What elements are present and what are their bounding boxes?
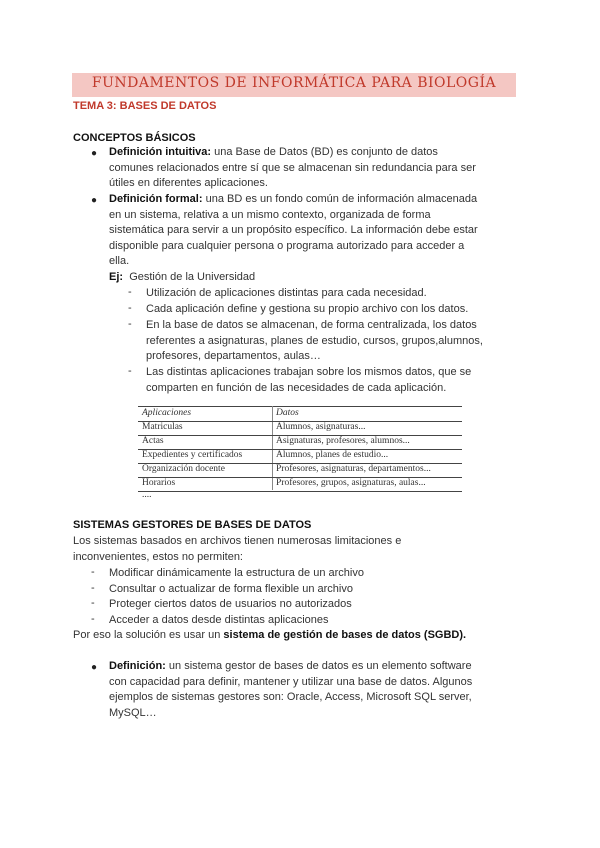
definition-term: Definición: bbox=[109, 660, 166, 672]
section-intro bbox=[73, 534, 401, 565]
dash-icon: - bbox=[128, 302, 132, 314]
dash-icon: - bbox=[91, 566, 95, 578]
dash-icon: - bbox=[91, 597, 95, 609]
conclusion-text: Por eso la solución es usar un bbox=[73, 629, 224, 641]
example-item-line: referentes a asignaturas, planes de estudio, cursos, grupos,alumnos, bbox=[146, 334, 483, 347]
definition-line: MySQL… bbox=[109, 706, 157, 719]
table-cell: Organización docente bbox=[142, 464, 225, 474]
table-cell: Horarios bbox=[142, 478, 176, 488]
intro-line: inconvenientes, estos no permiten: bbox=[73, 550, 243, 563]
section-heading-conceptos: CONCEPTOS BÁSICOS bbox=[73, 132, 196, 144]
example-item-line: comparten en función de las necesidades de cada aplicación. bbox=[146, 381, 447, 394]
limitation-item: Acceder a datos desde distintas aplicaciones bbox=[109, 614, 329, 626]
table-cell: Asignaturas, profesores, alumnos... bbox=[276, 436, 410, 446]
table-row bbox=[138, 436, 462, 449]
limitation-item: Modificar dinámicamente la estructura de un archivo bbox=[109, 567, 364, 579]
conclusion-bold: sistema de gestión de bases de datos (SGBD). bbox=[223, 629, 467, 641]
example-item-line: Cada aplicación define y gestiona su propio archivo con los datos. bbox=[146, 303, 469, 315]
table-cell: Alumnos, planes de estudio... bbox=[276, 450, 389, 460]
table-row bbox=[138, 464, 462, 477]
definition-line: una BD es un fondo común de información almacenada bbox=[205, 193, 478, 205]
example-item-line: Utilización de aplicaciones distintas para cada necesidad. bbox=[146, 287, 427, 299]
definition-term: Definición formal: bbox=[109, 193, 203, 205]
table-rule bbox=[138, 406, 462, 407]
definition-line: comunes relacionados entre sí que se almacenan sin redundancia para ser bbox=[109, 161, 476, 174]
example-item-line: profesores, departamentos, aulas… bbox=[146, 350, 321, 363]
table-cell: Expedientes y certificados bbox=[142, 450, 243, 460]
limitation-item: Proteger ciertos datos de usuarios no autorizados bbox=[109, 598, 352, 610]
table-cell: Actas bbox=[142, 436, 164, 446]
example-item bbox=[146, 286, 427, 302]
definition-line: un sistema gestor de bases de datos es un elemento software bbox=[168, 660, 472, 672]
applications-table bbox=[138, 406, 462, 498]
table-row bbox=[138, 422, 462, 435]
table-cell: Profesores, asignaturas, departamentos... bbox=[276, 464, 431, 474]
definition-sgbd bbox=[109, 659, 472, 721]
definition-line: disponible para cualquier persona o programa autorizado para acceder a bbox=[109, 239, 465, 252]
table-cell: Alumnos, asignaturas... bbox=[276, 422, 366, 432]
example-item bbox=[146, 318, 483, 365]
definition-line: una Base de Datos (BD) es conjunto de datos bbox=[214, 146, 438, 158]
table-row bbox=[138, 450, 462, 463]
topic-heading: TEMA 3: BASES DE DATOS bbox=[73, 100, 217, 112]
bullet-icon: ● bbox=[91, 662, 98, 673]
definition-line: ella. bbox=[109, 255, 130, 268]
definition-line: en un sistema, relativa a un mismo contexto, organizada de forma bbox=[109, 208, 431, 221]
table-cell: Matriculas bbox=[142, 422, 183, 432]
table-cell: Profesores, grupos, asignaturas, aulas... bbox=[276, 478, 426, 488]
dash-icon: - bbox=[91, 613, 95, 625]
document-title: FUNDAMENTOS DE INFORMÁTICA PARA BIOLOGÍA bbox=[91, 75, 497, 91]
dash-icon: - bbox=[91, 582, 95, 594]
dash-icon: - bbox=[128, 365, 132, 377]
definition-line: ejemplos de sistemas gestores son: Oracle, Access, Microsoft SQL server, bbox=[109, 691, 472, 704]
example-label: Ej: bbox=[109, 271, 124, 283]
intro-line: Los sistemas basados en archivos tienen numerosas limitaciones e bbox=[73, 535, 402, 547]
definition-term: Definición intuitiva: bbox=[109, 146, 212, 158]
dash-icon: - bbox=[128, 318, 132, 330]
definition-line: útiles en diferentes aplicaciones. bbox=[109, 177, 268, 190]
example-item-line: Las distintas aplicaciones trabajan sobre los mismos datos, que se bbox=[146, 366, 472, 378]
table-footer: .... bbox=[142, 490, 152, 500]
example-line bbox=[109, 270, 255, 286]
table-footer-row bbox=[138, 490, 462, 503]
dash-icon: - bbox=[128, 286, 132, 298]
definition-line: sistemática para servir a un propósito específico. La información debe estar bbox=[109, 224, 478, 237]
example-item bbox=[146, 365, 471, 396]
section-heading-sgbd: SISTEMAS GESTORES DE BASES DE DATOS bbox=[73, 519, 312, 531]
example-text: Gestión de la Universidad bbox=[129, 271, 256, 283]
limitation-item: Consultar o actualizar de forma flexible un archivo bbox=[109, 583, 353, 595]
bullet-icon: ● bbox=[91, 148, 98, 159]
table-header: Datos bbox=[276, 408, 299, 418]
table-header: Aplicaciones bbox=[142, 408, 192, 418]
conclusion bbox=[73, 628, 466, 644]
definition-formal bbox=[109, 192, 478, 270]
definition-intuitiva bbox=[109, 145, 476, 192]
example-item-line: En la base de datos se almacenan, de forma centralizada, los datos bbox=[146, 319, 477, 331]
definition-line: con capacidad para definir, mantener y utilizar una base de datos. Algunos bbox=[109, 675, 473, 688]
title-banner bbox=[72, 73, 516, 97]
bullet-icon: ● bbox=[91, 195, 98, 206]
table-header-row bbox=[138, 408, 462, 421]
example-item bbox=[146, 302, 468, 318]
